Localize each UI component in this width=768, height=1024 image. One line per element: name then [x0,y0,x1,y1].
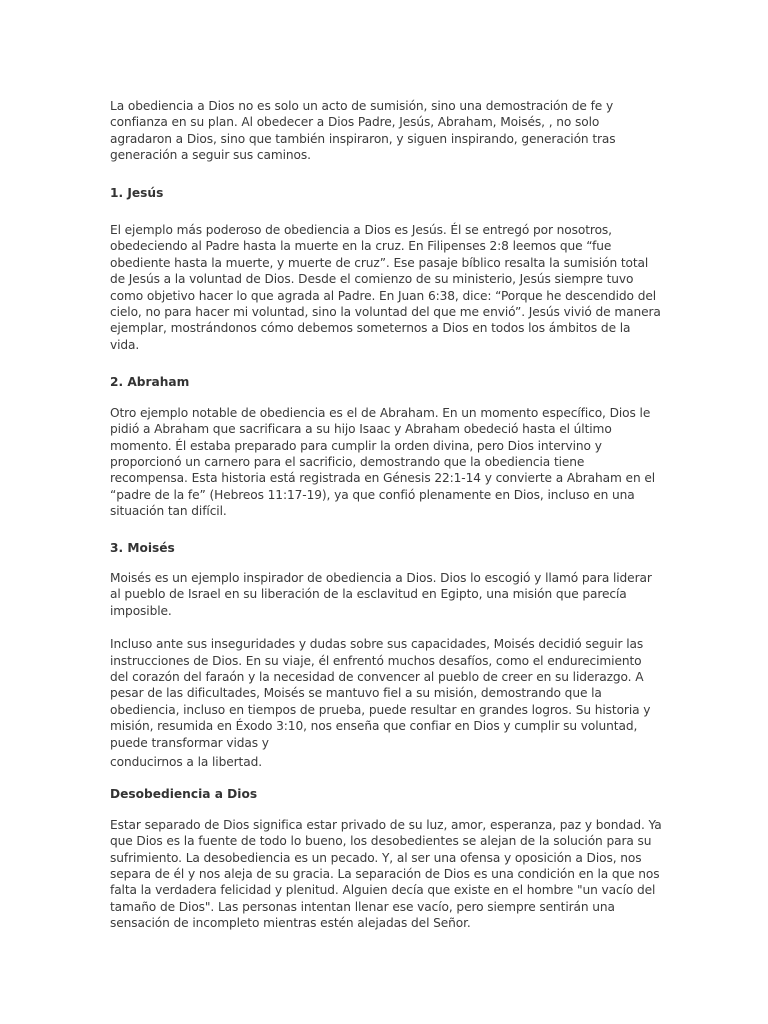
paragraph-jesus: El ejemplo más poderoso de obediencia a Dios es Jesús. Él se entregó por nosotros, obedeciendo al Padre hasta la muerte en la cruz. En Filipenses 2:8 leemos que “fue obediente hasta la muerte, y muerte de cruz”. Ese pasaje bíblico resalta la sumisión total de Jesús a la voluntad de Dios. Desde el comienzo de su ministerio, Jesús siempre tuvo como objetivo hacer lo que agrada al Padre. En Juan 6:38, dice: “Porque he descendido del cielo, no para hacer mi voluntad, sino la voluntad del que me envió”. Jesús vivió de manera ejemplar, mostrándonos cómo debemos someternos a Dios en todos los ámbitos de la vida. [110,223,661,352]
paragraph-moises-1: Moisés es un ejemplo inspirador de obediencia a Dios. Dios lo escogió y llamó para liderar al pueblo de Israel en su liberación de la esclavitud en Egipto, una misión que parecía imposible. [110,570,652,618]
heading-moises: 3. Moisés [110,540,175,555]
heading-abraham: 2. Abraham [110,375,190,390]
paragraph-abraham: Otro ejemplo notable de obediencia es el de Abraham. En un momento específico, Dios le pidió a Abraham que sacrificara a su hijo Isaac y Abraham obedeció hasta el último momento. Él estaba preparado para cumplir la orden divina, pero Dios intervino y proporcionó un carnero para el sacrificio, demostrando que la obediencia tiene recompensa. Esta historia está registrada en Génesis 22:1-14 y convierte a Abraham en el “padre de la fe” (Hebreos 11:17-19), ya que confió plenamente en Dios, incluso en una situación tan difícil. [110,405,656,519]
paragraph-desobediencia: Estar separado de Dios significa estar privado de su luz, amor, esperanza, paz y bondad. Ya que Dios es la fuente de todo lo bueno, los desobedientes se alejan de la solución para su sufrimiento. La desobediencia es un pecado. Y, al ser una ofensa y oposición a Dios, nos separa de él y nos aleja de su gracia. La separación de Dios es una condición en la que nos falta la verdadera felicidad y plenitud. Alguien decía que existe en el hombre "un vacío del tamaño de Dios". Las personas intentan llenar ese vacío, pero siempre sentirán una sensación de incompleto mientras estén alejadas del Señor. [110,817,662,931]
intro-paragraph: La obediencia a Dios no es solo un acto de sumisión, sino una demostración de fe y confianza en su plan. Al obedecer a Dios Padre, Jesús, Abraham, Moisés, , no solo agradaron a Dios, sino que también inspiraron, y siguen inspirando, generación tras generación a seguir sus caminos. [110,99,616,163]
document-body [110,98,662,932]
paragraph-moises-2-continued: conducirnos a la libertad. [110,755,262,769]
heading-desobediencia: Desobediencia a Dios [110,787,258,802]
heading-jesus: 1. Jesús [110,185,164,200]
paragraph-moises-2: Incluso ante sus inseguridades y dudas sobre sus capacidades, Moisés decidió seguir las instrucciones de Dios. En su viaje, él enfrentó muchos desafíos, como el endurecimiento del corazón del faraón y la necesidad de convencer al pueblo de creer en su liderazgo. A pesar de las dificultades, Moisés se mantuvo fiel a su misión, demostrando que la obediencia, incluso en tiempos de prueba, puede resultar en grandes logros. Su historia y misión, resumida en Éxodo 3:10, nos enseña que confiar en Dios y cumplir su voluntad, puede transformar vidas y [110,637,651,750]
